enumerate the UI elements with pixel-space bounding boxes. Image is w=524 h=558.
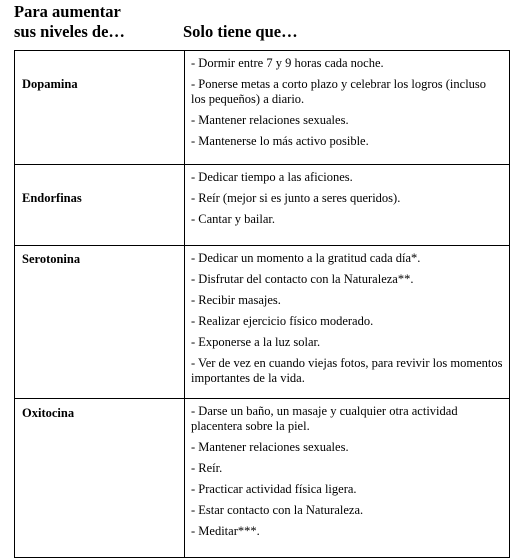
action-item: - Practicar actividad física ligera. [191,482,357,496]
table-row-oxitocina [15,399,510,558]
action-item: - Recibir masajes. [191,293,281,307]
action-item: - Meditar***. [191,524,260,538]
header-left-line-1: Para aumentar [14,2,121,21]
hormone-name: Oxitocina [22,406,75,420]
action-item: - Reír (mejor si es junto a seres queridos). [191,191,401,205]
hormone-name: Serotonina [22,252,81,266]
hormone-name: Dopamina [22,77,78,91]
action-item: - Reír. [191,461,223,475]
actions-cell [185,399,510,558]
action-item: - Mantener relaciones sexuales. [191,440,349,454]
action-item: - Dedicar un momento a la gratitud cada día*. [191,251,421,265]
hormone-actions-table [14,50,510,558]
header-left-line-2: sus niveles de… [14,22,125,41]
action-item: - Ponerse metas a corto plazo y celebrar los logros (incluso los pequeños) a diario. [191,77,487,106]
action-item: - Darse un baño, un masaje y cualquier otra actividad placentera sobre la piel. [191,404,458,433]
actions-cell [185,246,510,399]
table-row-serotonina [15,246,510,399]
header-column-actions: Solo tiene que… [183,22,298,41]
hormone-name: Endorfinas [22,191,82,205]
table-row-endorfinas [15,165,510,246]
table-row-dopamina [15,51,510,165]
hormone-cell [15,51,185,165]
action-item: - Mantener relaciones sexuales. [191,113,349,127]
hormone-cell [15,165,185,246]
action-item: - Exponerse a la luz solar. [191,335,321,349]
action-item: - Dormir entre 7 y 9 horas cada noche. [191,56,384,70]
hormone-cell [15,246,185,399]
action-item: - Ver de vez en cuando viejas fotos, para revivir los momentos importantes de la vida. [191,356,503,385]
actions-cell [185,51,510,165]
hormone-cell [15,399,185,558]
action-item: - Realizar ejercicio físico moderado. [191,314,374,328]
action-item: - Dedicar tiempo a las aficiones. [191,170,353,184]
action-item: - Disfrutar del contacto con la Naturaleza**. [191,272,414,286]
action-item: - Cantar y bailar. [191,212,275,226]
action-item: - Estar contacto con la Naturaleza. [191,503,364,517]
actions-cell [185,165,510,246]
header-column-hormone [14,2,174,42]
action-item: - Mantenerse lo más activo posible. [191,134,369,148]
